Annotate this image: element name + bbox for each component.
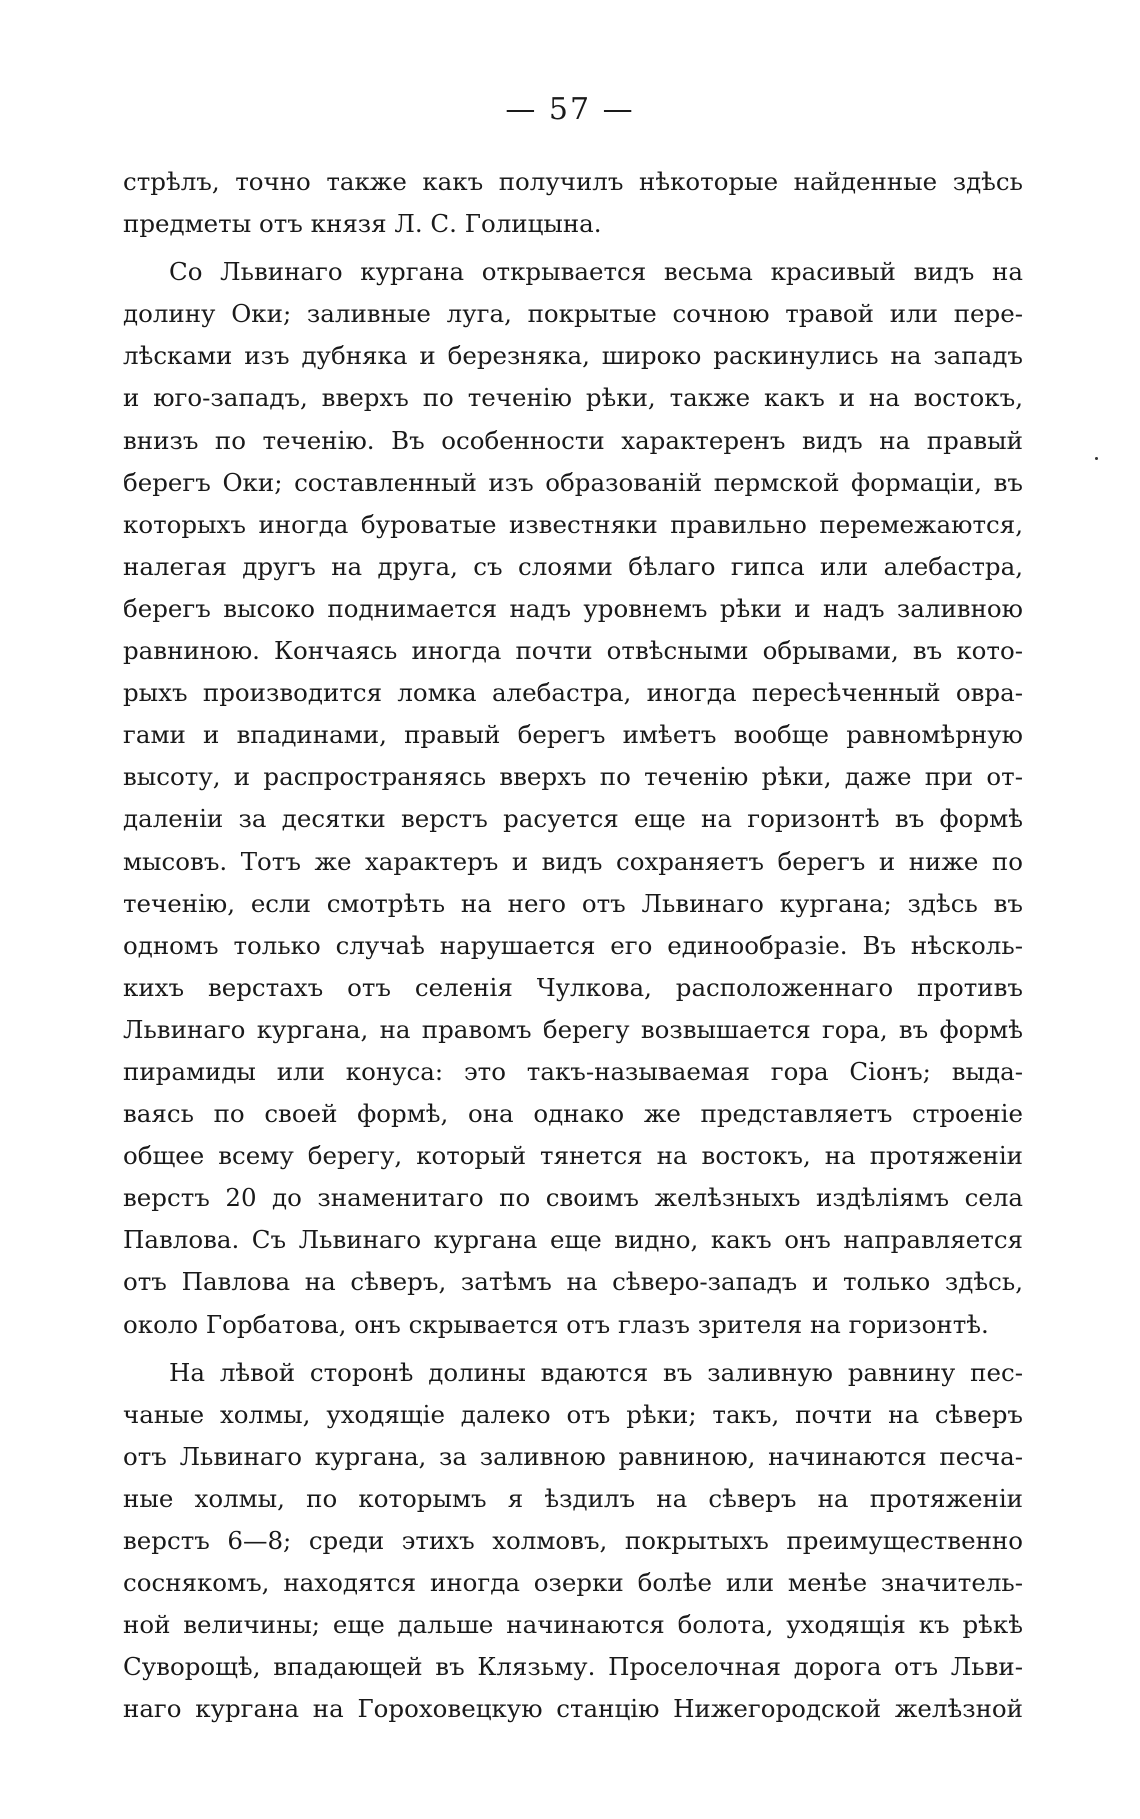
text-line: высоту, и распространяясь вверхъ по теченію рѣки, даже при от- (123, 762, 1023, 792)
text-line: рыхъ производится ломка алебастра, иногда пересѣченный овра- (123, 678, 1023, 708)
text-line: гами и впадинами, правый берегъ имѣетъ вообще равномѣрную (123, 720, 1023, 750)
body-text (123, 161, 1023, 1730)
text-line: налегая другъ на друга, съ слоями бѣлаго гипса или алебастра, (123, 551, 1023, 581)
text-line: кихъ верстахъ отъ селенія Чулкова, расположеннаго противъ (123, 972, 1023, 1002)
text-line: отъ Львинаго кургана, за заливною равниною, начинаются песча- (123, 1441, 1023, 1471)
text-line: равниною. Кончаясь иногда почти отвѣсными обрывами, въ кото- (123, 636, 1023, 666)
paragraph (123, 251, 1023, 1345)
text-line: даленіи за десятки верстъ расуется еще на горизонтѣ въ формѣ (123, 804, 1023, 834)
text-line: Павлова. Съ Львинаго кургана еще видно, какъ онъ направляется (123, 1225, 1023, 1255)
text-line: мысовъ. Тотъ же характеръ и видъ сохраняетъ берегъ и ниже по (123, 846, 1023, 876)
page-number: — 57 — (505, 92, 635, 127)
margin-speck (1095, 457, 1098, 460)
text-line: берегъ Оки; составленный изъ образованій пермской формаціи, въ (123, 467, 1023, 497)
text-line: соснякомъ, находятся иногда озерки болѣе или менѣе значитель- (123, 1568, 1023, 1598)
text-line: которыхъ иногда буроватые известняки правильно перемежаются, (123, 509, 1023, 539)
text-line: верстъ 6—8; среди этихъ холмовъ, покрытыхъ преимущественно (123, 1526, 1023, 1555)
text-line: верстъ 20 до знаменитаго по своимъ желѣзныхъ издѣліямъ села (123, 1183, 1023, 1213)
text-line: одномъ только случаѣ нарушается его единообразіе. Въ нѣсколь- (123, 930, 1023, 960)
text-line: отъ Павлова на сѣверъ, затѣмъ на сѣверо-западъ и только здѣсь, (123, 1267, 1023, 1297)
text-line: теченію, если смотрѣть на него отъ Львинаго кургана; здѣсь въ (123, 888, 1023, 918)
text-line: чаные холмы, уходящіе далеко отъ рѣки; такъ, почти на сѣверъ (123, 1399, 1023, 1429)
text-line: около Горбатова, онъ скрывается отъ глазъ зрителя на горизонтѣ. (123, 1309, 989, 1339)
text-line: стрѣлъ, точно также какъ получилъ нѣкоторые найденные здѣсь (123, 167, 1023, 196)
text-line: берегъ высоко поднимается надъ уровнемъ рѣки и надъ заливною (123, 593, 1023, 623)
text-line: общее всему берегу, который тянется на востокъ, на протяженіи (123, 1141, 1023, 1171)
text-line: и юго-западъ, вверхъ по теченію рѣки, также какъ и на востокъ, (123, 383, 1023, 413)
text-line: внизъ по теченію. Въ особенности характеренъ видъ на правый (123, 425, 1023, 455)
text-line: ной величины; еще дальше начинаются болота, уходящія къ рѣкѣ (123, 1610, 1023, 1640)
paragraph (123, 161, 1023, 245)
text-line: ваясь по своей формѣ, она однако же представляетъ строеніе (123, 1099, 1023, 1129)
text-line: На лѣвой сторонѣ долины вдаются въ заливную равнину пес- (169, 1357, 1023, 1387)
text-line: Львинаго кургана, на правомъ берегу возвышается гора, въ формѣ (123, 1014, 1023, 1044)
text-line: Суворощѣ, впадающей въ Клязьму. Проселочная дорога отъ Льви- (123, 1652, 1023, 1682)
text-line: лѣсками изъ дубняка и березняка, широко раскинулись на западъ (123, 341, 1023, 371)
text-line: наго кургана на Гороховецкую станцію Нижегородской желѣзной (123, 1694, 1023, 1724)
paragraph (123, 1352, 1023, 1731)
text-line: долину Оки; заливные луга, покрытые сочною травой или пере- (123, 299, 1023, 329)
text-line: Со Львинаго кургана открывается весьма красивый видъ на (169, 257, 1023, 287)
text-line: предметы отъ князя Л. С. Голицына. (123, 209, 602, 239)
text-line: пирамиды или конуса: это такъ-называемая гора Сіонъ; выда- (123, 1056, 1023, 1086)
text-line: ные холмы, по которымъ я ѣздилъ на сѣверъ на протяженіи (123, 1483, 1023, 1513)
